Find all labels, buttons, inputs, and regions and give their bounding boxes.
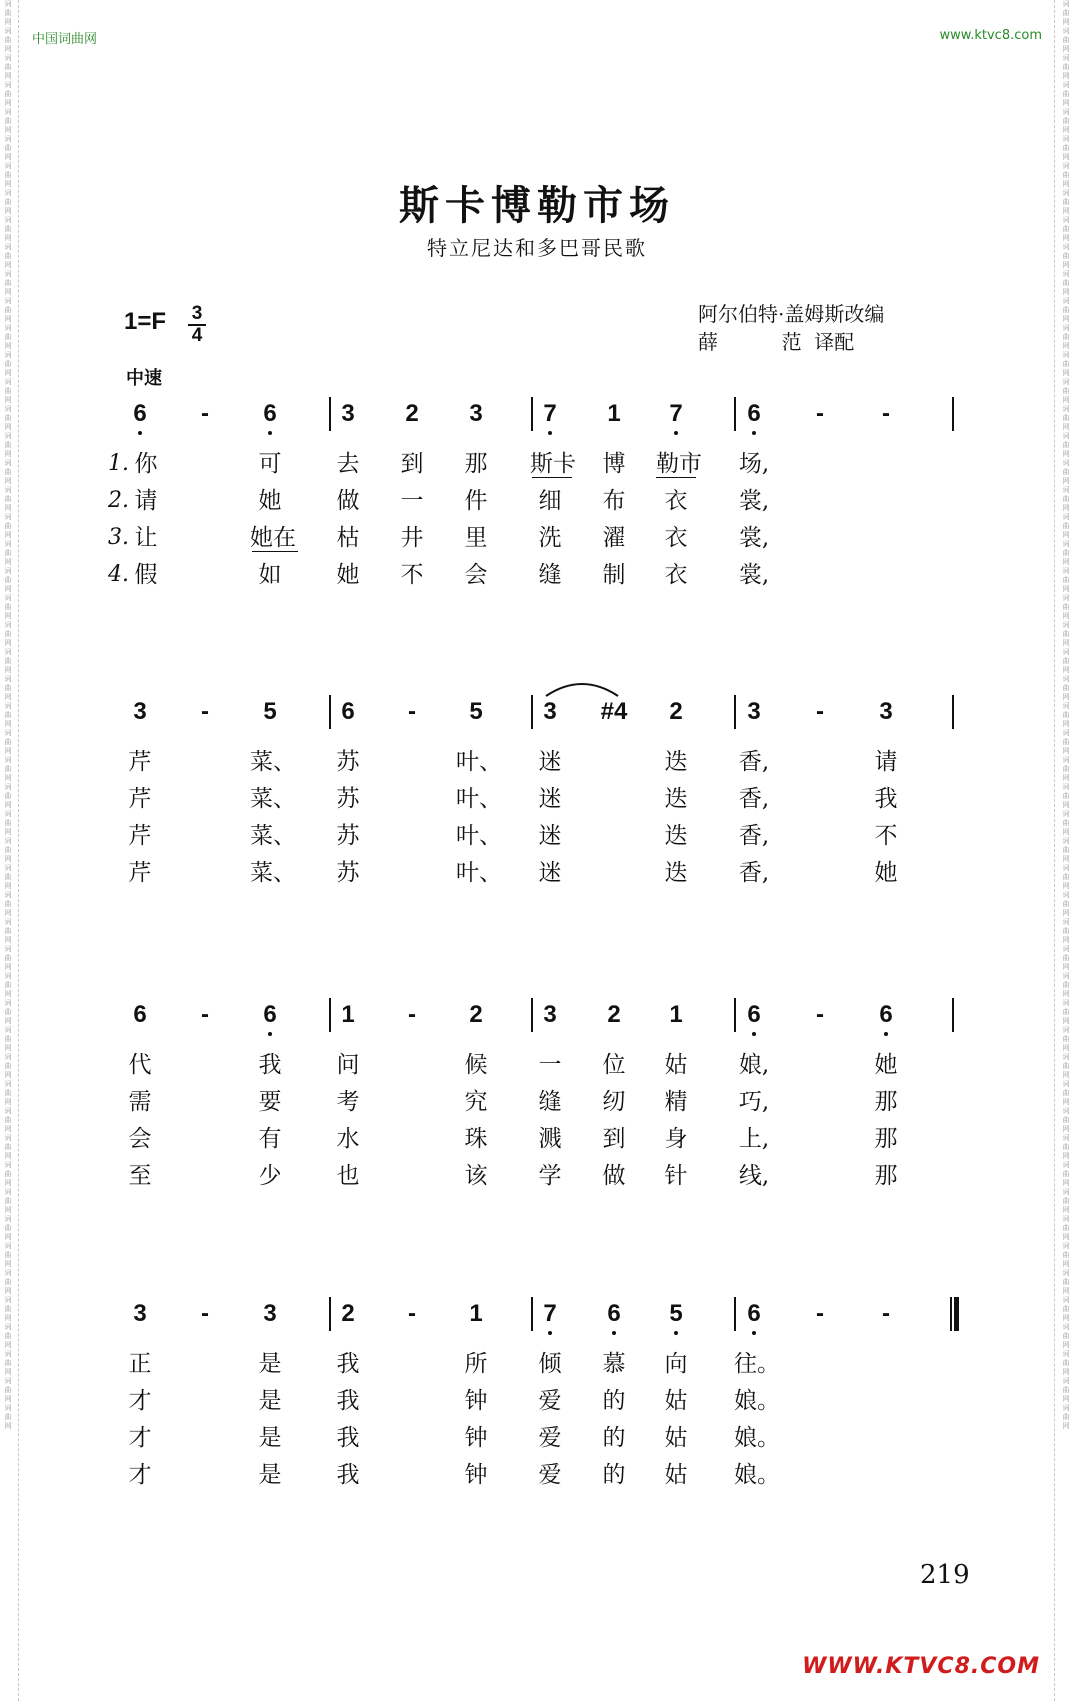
- lyric-syllable: 衣: [664, 562, 688, 588]
- score-note: -: [408, 1300, 416, 1327]
- lyric-syllable: 爱: [538, 1388, 562, 1414]
- lyric-syllable: 做: [336, 488, 360, 514]
- bar-line: [531, 998, 533, 1032]
- lyric-syllable: 缝: [538, 562, 562, 588]
- time-signature: [186, 304, 208, 346]
- lyric-syllable: 她: [874, 860, 898, 886]
- score-note: 6: [594, 1300, 634, 1328]
- lyric-syllable: 里: [464, 525, 488, 551]
- melisma-underline: [252, 551, 298, 552]
- lyric-syllable: 迷: [538, 823, 562, 849]
- lyric-syllable: 她: [874, 1052, 898, 1078]
- score-note: 1: [669, 1001, 683, 1028]
- score-note: -: [201, 400, 209, 427]
- slur: [542, 678, 622, 698]
- lyric-syllable: 也: [336, 1163, 360, 1189]
- lyric-syllable: 迷: [538, 749, 562, 775]
- bar-line: [952, 397, 954, 431]
- lyric-syllable: 迭: [664, 786, 688, 812]
- lyric-syllable: 往。: [734, 1351, 780, 1377]
- melisma-underline: [656, 477, 696, 478]
- lower-octave-dot: [752, 1331, 756, 1335]
- verse-number: 1.: [108, 451, 129, 476]
- lyric-syllable: 少: [258, 1163, 282, 1189]
- lyric-syllable: 菜、: [250, 786, 296, 812]
- lyric-syllable: 需: [128, 1089, 152, 1115]
- bar-line: [329, 998, 331, 1032]
- score-note: 6: [341, 698, 355, 725]
- lyric-syllable: 勒市: [656, 451, 702, 477]
- lyric-syllable: 衣: [664, 525, 688, 551]
- lyric-syllable: 爱: [538, 1425, 562, 1451]
- credit-arranger: 阿尔伯特·盖姆斯改编: [698, 302, 885, 326]
- lyric-syllable: 我: [336, 1388, 360, 1414]
- lower-octave-dot: [674, 1331, 678, 1335]
- lyric-syllable: 的: [602, 1388, 626, 1414]
- score-note: 5: [656, 1300, 696, 1328]
- lyric-syllable: 巧,: [738, 1089, 770, 1115]
- lyric-syllable: 不: [400, 562, 424, 588]
- score-note: 6: [734, 1300, 774, 1328]
- left-watermark: 词曲网词曲网词曲网词曲网词曲网词曲网词曲网词曲网词曲网词曲网词曲网词曲网词曲网词曲网词曲网词曲网词曲网词曲网词曲网词曲网词曲网词曲网词曲网词曲网词曲网词曲网词曲网词曲网词曲网词曲网词曲网词曲网词曲网词曲网词曲网词曲网词曲网词曲网词曲网词曲网词曲网词曲网词曲网词曲网词曲网词曲网词曲网词曲网词曲网词曲网词曲网词曲网词曲网: [4, 0, 12, 1430]
- lyric-syllable: 姑: [664, 1052, 688, 1078]
- lower-octave-dot: [884, 1032, 888, 1036]
- lyric-syllable: 是: [258, 1425, 282, 1451]
- lyric-syllable: 才: [128, 1462, 152, 1488]
- lyric-syllable: 慕: [602, 1351, 626, 1377]
- melisma-underline: [532, 477, 572, 478]
- lyric-syllable: 苏: [336, 860, 360, 886]
- lyric-syllable: 是: [258, 1351, 282, 1377]
- lyric-syllable: 请: [874, 749, 898, 775]
- score-note: -: [201, 698, 209, 725]
- final-bar-line: [950, 1297, 958, 1331]
- lyric-syllable: 让: [134, 525, 158, 551]
- lyric-syllable: 假: [134, 562, 158, 588]
- lyric-syllable: 我: [258, 1052, 282, 1078]
- lower-octave-dot: [612, 1331, 616, 1335]
- lower-octave-dot: [268, 1032, 272, 1036]
- bar-line: [329, 1297, 331, 1331]
- lyric-syllable: 溅: [538, 1126, 562, 1152]
- lyric-syllable: 裳,: [738, 488, 770, 514]
- lyric-syllable: 香,: [738, 786, 770, 812]
- lyric-syllable: 才: [128, 1388, 152, 1414]
- lyric-syllable: 位: [602, 1052, 626, 1078]
- lyric-syllable: 裳,: [738, 562, 770, 588]
- lyric-syllable: 钟: [464, 1462, 488, 1488]
- score-note: 3: [543, 698, 557, 725]
- right-watermark: 词曲网词曲网词曲网词曲网词曲网词曲网词曲网词曲网词曲网词曲网词曲网词曲网词曲网词曲网词曲网词曲网词曲网词曲网词曲网词曲网词曲网词曲网词曲网词曲网词曲网词曲网词曲网词曲网词曲网词曲网词曲网词曲网词曲网词曲网词曲网词曲网词曲网词曲网词曲网词曲网词曲网词曲网词曲网词曲网词曲网词曲网词曲网词曲网词曲网词曲网词曲网词曲网词曲网: [1062, 0, 1070, 1430]
- score-note: 3: [879, 698, 893, 725]
- lyric-syllable: 的: [602, 1425, 626, 1451]
- score-note: 2: [405, 400, 419, 427]
- score-note: 1: [341, 1001, 355, 1028]
- score-note: 1: [469, 1300, 483, 1327]
- bar-line: [734, 998, 736, 1032]
- lyric-syllable: 考: [336, 1089, 360, 1115]
- lyric-syllable: 水: [336, 1126, 360, 1152]
- lyric-syllable: 菜、: [250, 823, 296, 849]
- lyric-syllable: 那: [464, 451, 488, 477]
- lyric-syllable: 问: [336, 1052, 360, 1078]
- lyric-syllable: 至: [128, 1163, 152, 1189]
- lyric-syllable: 苏: [336, 749, 360, 775]
- site-name-header[interactable]: 中国词曲网: [32, 32, 98, 47]
- lyric-syllable: 代: [128, 1052, 152, 1078]
- tempo-marking: 中速: [126, 368, 162, 389]
- lyric-syllable: 一: [538, 1052, 562, 1078]
- score-note: 2: [607, 1001, 621, 1028]
- lyric-syllable: 精: [664, 1089, 688, 1115]
- lyric-syllable: 娘。: [734, 1388, 780, 1414]
- song-title: 斯卡博勒市场: [399, 182, 675, 229]
- lyric-syllable: 所: [464, 1351, 488, 1377]
- score-note: #4: [600, 698, 628, 725]
- footer-logo[interactable]: WWW.KTVC8.COM: [802, 1654, 1040, 1679]
- lyric-syllable: 斯卡: [530, 451, 576, 477]
- score-note: 2: [469, 1001, 483, 1028]
- lyric-syllable: 枯: [336, 525, 360, 551]
- score-note: 6: [250, 400, 290, 428]
- lyric-syllable: 博: [602, 451, 626, 477]
- lyric-syllable: 请: [134, 488, 158, 514]
- score-note: 6: [734, 1001, 774, 1029]
- lyric-syllable: 她在: [250, 525, 296, 551]
- lyric-syllable: 去: [336, 451, 360, 477]
- bar-line: [734, 397, 736, 431]
- lyric-syllable: 究: [464, 1089, 488, 1115]
- lyric-syllable: 叶、: [456, 749, 502, 775]
- key-signature: 1=F: [124, 308, 167, 335]
- bar-line: [734, 695, 736, 729]
- score-note: 3: [133, 698, 147, 725]
- lyric-syllable: 姑: [664, 1388, 688, 1414]
- lyric-syllable: 迷: [538, 860, 562, 886]
- lyric-syllable: 娘,: [738, 1052, 770, 1078]
- score-note: -: [816, 1300, 824, 1327]
- lyric-syllable: 迭: [664, 749, 688, 775]
- time-signature-bottom: 4: [191, 325, 203, 346]
- bar-line: [734, 1297, 736, 1331]
- site-url-header[interactable]: www.ktvc8.com: [939, 28, 1042, 43]
- lyric-syllable: 我: [874, 786, 898, 812]
- lyric-syllable: 学: [538, 1163, 562, 1189]
- lyric-syllable: 才: [128, 1425, 152, 1451]
- verse-number: 3.: [108, 525, 129, 550]
- lyric-syllable: 爱: [538, 1462, 562, 1488]
- lyric-syllable: 娘。: [734, 1425, 780, 1451]
- lyric-syllable: 洗: [538, 525, 562, 551]
- lyric-syllable: 姑: [664, 1425, 688, 1451]
- lyric-syllable: 钟: [464, 1425, 488, 1451]
- bar-line: [952, 695, 954, 729]
- score-note: 6: [866, 1001, 906, 1029]
- lyric-syllable: 正: [128, 1351, 152, 1377]
- score-note: 1: [607, 400, 621, 427]
- score-note: -: [816, 400, 824, 427]
- score-note: -: [882, 1300, 890, 1327]
- score-note: 7: [656, 400, 696, 428]
- lyric-syllable: 上,: [738, 1126, 770, 1152]
- verse-number: 2.: [108, 488, 129, 513]
- lyric-syllable: 叶、: [456, 860, 502, 886]
- lyric-syllable: 菜、: [250, 860, 296, 886]
- lyric-syllable: 迭: [664, 860, 688, 886]
- score-note: -: [816, 698, 824, 725]
- lyric-syllable: 叶、: [456, 786, 502, 812]
- bar-line: [531, 397, 533, 431]
- lyric-syllable: 井: [400, 525, 424, 551]
- score-note: 3: [747, 698, 761, 725]
- lyric-syllable: 芹: [128, 786, 152, 812]
- lyric-syllable: 制: [602, 562, 626, 588]
- score-note: 7: [530, 400, 570, 428]
- lyric-syllable: 布: [602, 488, 626, 514]
- lyric-syllable: 芹: [128, 823, 152, 849]
- lyric-syllable: 做: [602, 1163, 626, 1189]
- lower-octave-dot: [752, 1032, 756, 1036]
- time-signature-top: 3: [191, 303, 203, 324]
- lyric-syllable: 不: [874, 823, 898, 849]
- lyric-syllable: 苏: [336, 786, 360, 812]
- lyric-syllable: 芹: [128, 749, 152, 775]
- lyric-syllable: 姑: [664, 1462, 688, 1488]
- lyric-syllable: 苏: [336, 823, 360, 849]
- lyric-syllable: 线,: [738, 1163, 770, 1189]
- lyric-syllable: 迷: [538, 786, 562, 812]
- bar-line: [329, 397, 331, 431]
- lower-octave-dot: [674, 431, 678, 435]
- score-note: 5: [263, 698, 277, 725]
- verse-number: 4.: [108, 562, 129, 587]
- lyric-syllable: 一: [400, 488, 424, 514]
- lyric-syllable: 候: [464, 1052, 488, 1078]
- bar-line: [531, 1297, 533, 1331]
- lyric-syllable: 针: [664, 1163, 688, 1189]
- lyric-syllable: 是: [258, 1462, 282, 1488]
- lyric-syllable: 菜、: [250, 749, 296, 775]
- score-note: 2: [341, 1300, 355, 1327]
- score-note: 6: [734, 400, 774, 428]
- lyric-syllable: 香,: [738, 823, 770, 849]
- lyric-syllable: 那: [874, 1089, 898, 1115]
- lyric-syllable: 的: [602, 1462, 626, 1488]
- lyric-syllable: 会: [464, 562, 488, 588]
- score-note: 6: [120, 400, 160, 428]
- lower-octave-dot: [548, 431, 552, 435]
- score-note: 5: [469, 698, 483, 725]
- lyric-syllable: 是: [258, 1388, 282, 1414]
- lyric-syllable: 我: [336, 1351, 360, 1377]
- lyric-syllable: 要: [258, 1089, 282, 1115]
- lyric-syllable: 缝: [538, 1089, 562, 1115]
- lyric-syllable: 会: [128, 1126, 152, 1152]
- score-note: -: [201, 1001, 209, 1028]
- score-note: 6: [133, 1001, 147, 1028]
- lyric-syllable: 濯: [602, 525, 626, 551]
- score-note: -: [408, 1001, 416, 1028]
- bar-line: [531, 695, 533, 729]
- lower-octave-dot: [268, 431, 272, 435]
- song-subtitle: 特立尼达和多巴哥民歌: [427, 236, 647, 260]
- lyric-syllable: 叶、: [456, 823, 502, 849]
- lyric-syllable: 纫: [602, 1089, 626, 1115]
- lyric-syllable: 香,: [738, 860, 770, 886]
- lyric-syllable: 娘。: [734, 1462, 780, 1488]
- lyric-syllable: 件: [464, 488, 488, 514]
- score-note: 2: [669, 698, 683, 725]
- score-note: 3: [469, 400, 483, 427]
- lyric-syllable: 我: [336, 1425, 360, 1451]
- credit-translator: 薛 范 译配: [698, 330, 855, 354]
- lyric-syllable: 场,: [738, 451, 770, 477]
- lyric-syllable: 到: [400, 451, 424, 477]
- lyric-syllable: 钟: [464, 1388, 488, 1414]
- lyric-syllable: 我: [336, 1462, 360, 1488]
- score-note: 7: [530, 1300, 570, 1328]
- lyric-syllable: 珠: [464, 1126, 488, 1152]
- lyric-syllable: 你: [134, 451, 158, 477]
- lyric-syllable: 到: [602, 1126, 626, 1152]
- bar-line: [952, 998, 954, 1032]
- lyric-syllable: 细: [538, 488, 562, 514]
- lyric-syllable: 该: [464, 1163, 488, 1189]
- lyric-syllable: 迭: [664, 823, 688, 849]
- lyric-syllable: 裳,: [738, 525, 770, 551]
- score-note: 3: [543, 1001, 557, 1028]
- lyric-syllable: 身: [664, 1126, 688, 1152]
- lyric-syllable: 可: [258, 451, 282, 477]
- page-number: 219: [920, 1560, 970, 1590]
- lyric-syllable: 那: [874, 1126, 898, 1152]
- lyric-syllable: 衣: [664, 488, 688, 514]
- score-note: 6: [250, 1001, 290, 1029]
- lyric-syllable: 那: [874, 1163, 898, 1189]
- score-note: -: [408, 698, 416, 725]
- score-note: -: [882, 400, 890, 427]
- lyric-syllable: 芹: [128, 860, 152, 886]
- lyric-syllable: 向: [664, 1351, 688, 1377]
- lower-octave-dot: [752, 431, 756, 435]
- lower-octave-dot: [138, 431, 142, 435]
- score-note: 3: [133, 1300, 147, 1327]
- lower-octave-dot: [548, 1331, 552, 1335]
- lyric-syllable: 倾: [538, 1351, 562, 1377]
- score-note: -: [816, 1001, 824, 1028]
- lyric-syllable: 她: [336, 562, 360, 588]
- lyric-syllable: 她: [258, 488, 282, 514]
- bar-line: [329, 695, 331, 729]
- score-note: 3: [341, 400, 355, 427]
- score-note: 3: [263, 1300, 277, 1327]
- score-note: -: [201, 1300, 209, 1327]
- lyric-syllable: 有: [258, 1126, 282, 1152]
- lyric-syllable: 如: [258, 562, 282, 588]
- lyric-syllable: 香,: [738, 749, 770, 775]
